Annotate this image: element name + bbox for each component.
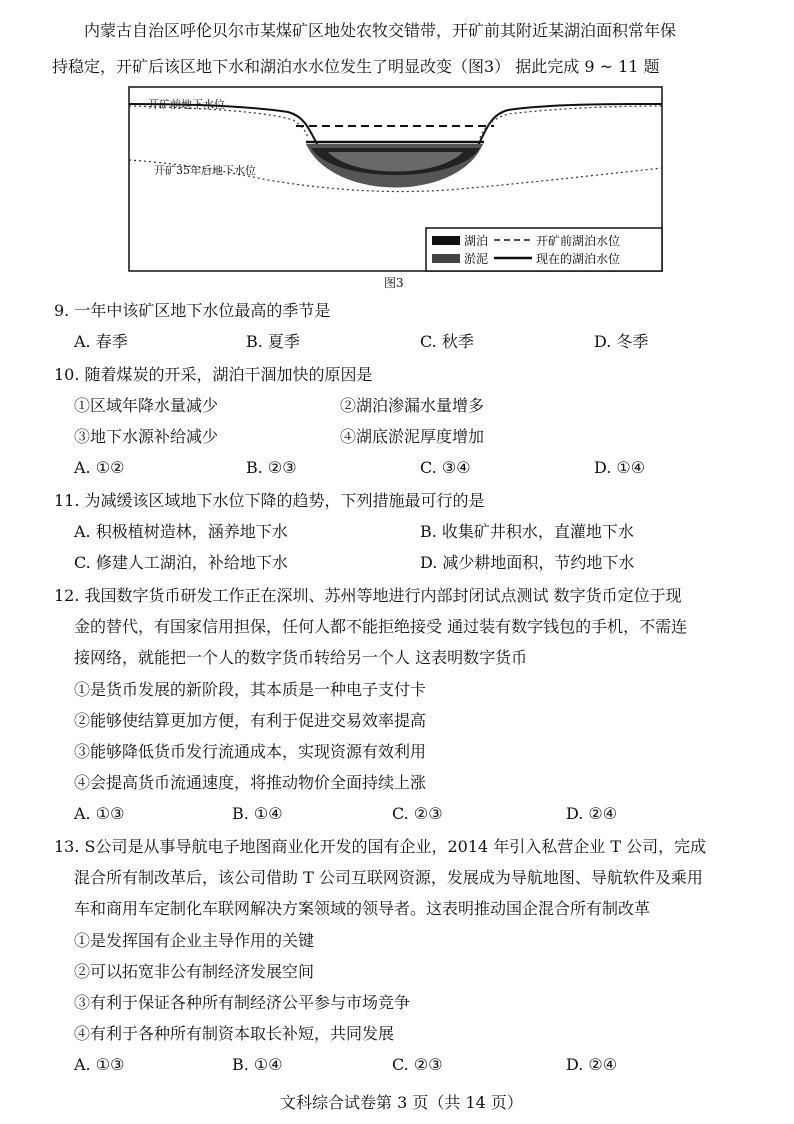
q9-option-c[interactable]: C. 秋季 bbox=[420, 332, 474, 351]
q10-option-a[interactable]: A. ①② bbox=[74, 458, 125, 477]
q12-option-a[interactable]: A. ①③ bbox=[74, 804, 125, 823]
q11-option-a[interactable]: A. 积极植树造林，涵养地下水 bbox=[74, 522, 288, 541]
q10-option-b[interactable]: B. ②③ bbox=[246, 458, 297, 477]
q12-statement-1: ①是货币发展的新阶段，其本质是一种电子支付卡 bbox=[74, 680, 427, 699]
q10-option-d[interactable]: D. ①④ bbox=[594, 458, 646, 477]
q12-statement-2: ②能够使结算更加方便，有利于促进交易效率提高 bbox=[74, 711, 427, 730]
intro-line-1: 内蒙古自治区呼伦贝尔市某煤矿区地处农牧交错带，开矿前其附近某湖泊面积常年保 bbox=[84, 21, 677, 40]
label-after-groundwater: 开矿35年后地下水位 bbox=[154, 164, 256, 177]
q9-stem: 9. 一年中该矿区地下水位最高的季节是 bbox=[54, 301, 331, 320]
q13-option-d[interactable]: D. ②④ bbox=[566, 1055, 618, 1074]
legend-before-level: 开矿前湖泊水位 bbox=[536, 234, 621, 248]
intro-line-2: 持稳定，开矿后该区地下水和湖泊水水位发生了明显改变（图3） 据此完成 9 ~ 11 题 bbox=[52, 57, 660, 76]
q12-statement-4: ④会提高货币流通速度，将推动物价全面持续上涨 bbox=[74, 773, 427, 792]
q12-stem-line-1: 12. 我国数字货币研发工作正在深圳、苏州等地进行内部封闭试点测试 数字货币定位于现 bbox=[54, 586, 682, 605]
figure-caption: 图3 bbox=[384, 276, 404, 290]
q12-statement-3: ③能够降低货币发行流通成本，实现资源有效利用 bbox=[74, 742, 427, 761]
q13-stem-line-3: 车和商用车定制化车联网解决方案领域的领导者。这表明推动国企混合所有制改革 bbox=[74, 899, 651, 918]
q13-option-c[interactable]: C. ②③ bbox=[392, 1055, 443, 1074]
q10-stem: 10. 随着煤炭的开采，湖泊干涸加快的原因是 bbox=[54, 365, 373, 384]
q13-option-b[interactable]: B. ①④ bbox=[232, 1055, 283, 1074]
q12-stem-line-2: 金的替代，有国家信用担保，任何人都不能拒绝接受 通过装有数字钱包的手机，不需连 bbox=[74, 617, 688, 636]
q12-stem-line-3: 接网络，就能把一个人的数字货币转给另一个人 这表明数字货币 bbox=[74, 648, 528, 667]
figure-3 bbox=[128, 86, 663, 272]
legend-lake: 湖泊 bbox=[464, 234, 489, 248]
q13-statement-3: ③有利于保证各种所有制经济公平参与市场竞争 bbox=[74, 993, 411, 1012]
q9-option-a[interactable]: A. 春季 bbox=[74, 332, 128, 351]
label-before-groundwater: 开矿前地下水位 bbox=[148, 98, 225, 111]
q9-option-b[interactable]: B. 夏季 bbox=[246, 332, 300, 351]
q12-option-c[interactable]: C. ②③ bbox=[392, 804, 443, 823]
legend bbox=[426, 228, 662, 271]
legend-lake-swatch bbox=[432, 236, 460, 245]
groundwater-diagram bbox=[128, 86, 663, 272]
legend-current-level: 现在的湖泊水位 bbox=[536, 252, 621, 266]
q9-option-d[interactable]: D. 冬季 bbox=[594, 332, 649, 351]
q11-stem: 11. 为减缓该区域地下水位下降的趋势，下列措施最可行的是 bbox=[54, 491, 485, 510]
q10-statement-2: ②湖泊渗漏水量增多 bbox=[340, 396, 485, 415]
q11-option-d[interactable]: D. 减少耕地面积，节约地下水 bbox=[420, 553, 635, 572]
q13-option-a[interactable]: A. ①③ bbox=[74, 1055, 125, 1074]
q13-statement-1: ①是发挥国有企业主导作用的关键 bbox=[74, 931, 315, 950]
q10-statement-4: ④湖底淤泥厚度增加 bbox=[340, 427, 485, 446]
q11-option-b[interactable]: B. 收集矿井积水，直灌地下水 bbox=[420, 522, 634, 541]
q13-statement-4: ④有利于各种所有制资本取长补短，共同发展 bbox=[74, 1024, 395, 1043]
page-footer: 文科综合试卷第 3 页（共 14 页） bbox=[280, 1093, 523, 1112]
q10-statement-1: ①区域年降水量减少 bbox=[74, 396, 219, 415]
q10-option-c[interactable]: C. ③④ bbox=[420, 458, 471, 477]
q10-statement-3: ③地下水源补给减少 bbox=[74, 427, 219, 446]
q12-option-d[interactable]: D. ②④ bbox=[566, 804, 618, 823]
q13-statement-2: ②可以拓宽非公有制经济发展空间 bbox=[74, 962, 315, 981]
q13-stem-line-2: 混合所有制改革后，该公司借助 T 公司互联网资源，发展成为导航地图、导航软件及乘用 bbox=[74, 868, 703, 887]
legend-sludge-swatch bbox=[432, 254, 460, 263]
legend-sludge: 淤泥 bbox=[464, 252, 489, 266]
q13-stem-line-1: 13. S公司是从事导航电子地图商业化开发的国有企业，2014 年引入私营企业 T 公司，完成 bbox=[54, 837, 707, 856]
q12-option-b[interactable]: B. ①④ bbox=[232, 804, 283, 823]
q11-option-c[interactable]: C. 修建人工湖泊，补给地下水 bbox=[74, 553, 288, 572]
